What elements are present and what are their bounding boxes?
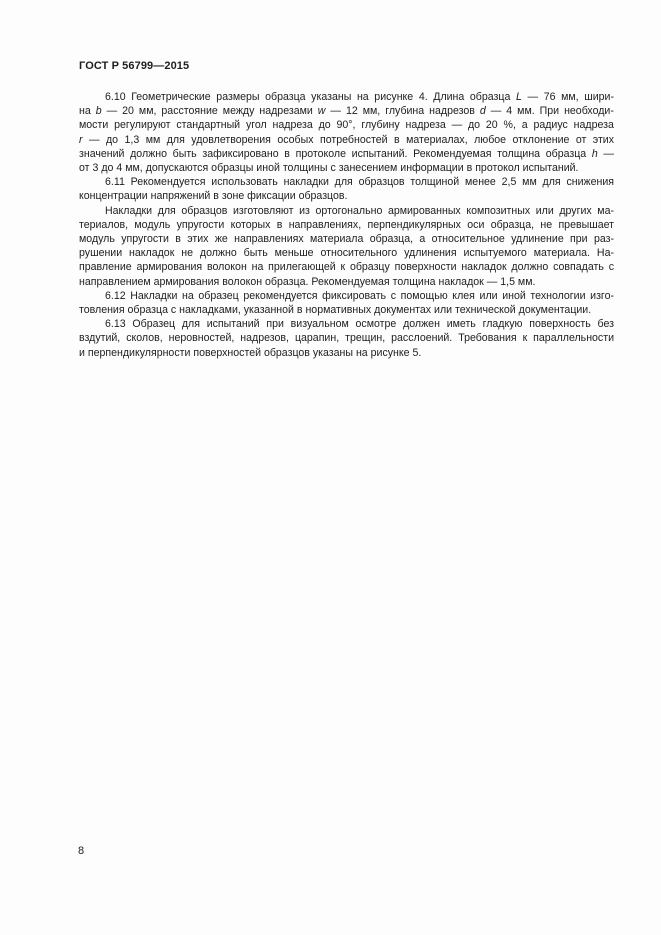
paragraph-overlays [79,204,614,289]
text-line: концентрации напряжений в зоне фиксации образцов. [79,190,348,203]
text-line: рушении накладок не должно быть меньше относительного удлинения испытуемого материала. На- [79,247,614,260]
text-line: и перпендикулярности поверхностей образцов указаны на рисунке 5. [79,346,422,359]
document-standard-code: ГОСТ Р 56799—2015 [79,60,190,72]
text-line: 6.13 Образец для испытаний при визуальном осмотре должен иметь гладкую поверхность без [105,318,614,331]
text-line: 6.11 Рекомендуется использовать накладки для образцов толщиной менее 2,5 мм для снижения [105,176,614,189]
page-number: 8 [78,845,85,857]
text-line: териалов, модуль упругости которых в направлениях, перпендикулярных оси образца, не превышает [79,218,614,231]
text-line: модуль упругости в этих же направлениях материала образца, а относительное удлинение при раз- [79,233,614,246]
paragraph-6-13 [79,317,614,360]
variable-symbol: r [79,133,83,146]
text-line: вздутий, сколов, неровностей, надрезов, царапин, трещин, расслоений. Требования к параллельности [79,332,614,345]
variable-symbol: w [317,105,326,118]
variable-symbol: d [479,105,486,118]
text-line: товления образца с накладками, указанной в нормативных документах или технической документации. [79,304,592,317]
text-line: от 3 до 4 мм, допускаются образцы иной толщины с занесением информации в протокол испытаний. [79,162,579,175]
paragraph-6-12 [79,289,614,317]
text-line: r — до 1,3 мм для удовлетворения особых потребностей в материалах, любое отклонение от этих [79,133,615,146]
variable-symbol: h [591,147,598,160]
paragraph-6-10 [79,90,614,175]
text-line: на b — 20 мм, расстояние между надрезами w — 12 мм, глубина надрезов d — 4 мм. При необходи- [79,105,614,118]
text-line: направлением армирования волокон образца. Рекомендуемая толщина накладок — 1,5 мм. [79,275,536,288]
text-line: 6.10 Геометрические размеры образца указаны на рисунке 4. Длина образца L — 76 мм, шири- [105,91,614,103]
document-body [79,90,614,360]
text-line: Накладки для образцов изготовляют из ортогонально армированных композитных или других ма- [105,204,614,217]
text-line: правление армирования волокон на прилегающей к образцу поверхности накладок должно совпадать с [79,261,614,274]
variable-symbol: b [95,105,102,118]
paragraph-6-11 [79,175,614,203]
text-line: значений должно быть зафиксировано в протоколе испытаний. Рекомендуемая толщина образца h — [79,147,614,160]
text-line: 6.12 Накладки на образец рекомендуется фиксировать с помощью клея или иной технологии изго- [105,289,614,302]
variable-symbol: L [515,91,522,103]
text-line: мости регулируют стандартный угол надреза до 90°, глубину надреза — до 20 %, а радиус надреза [79,119,614,132]
